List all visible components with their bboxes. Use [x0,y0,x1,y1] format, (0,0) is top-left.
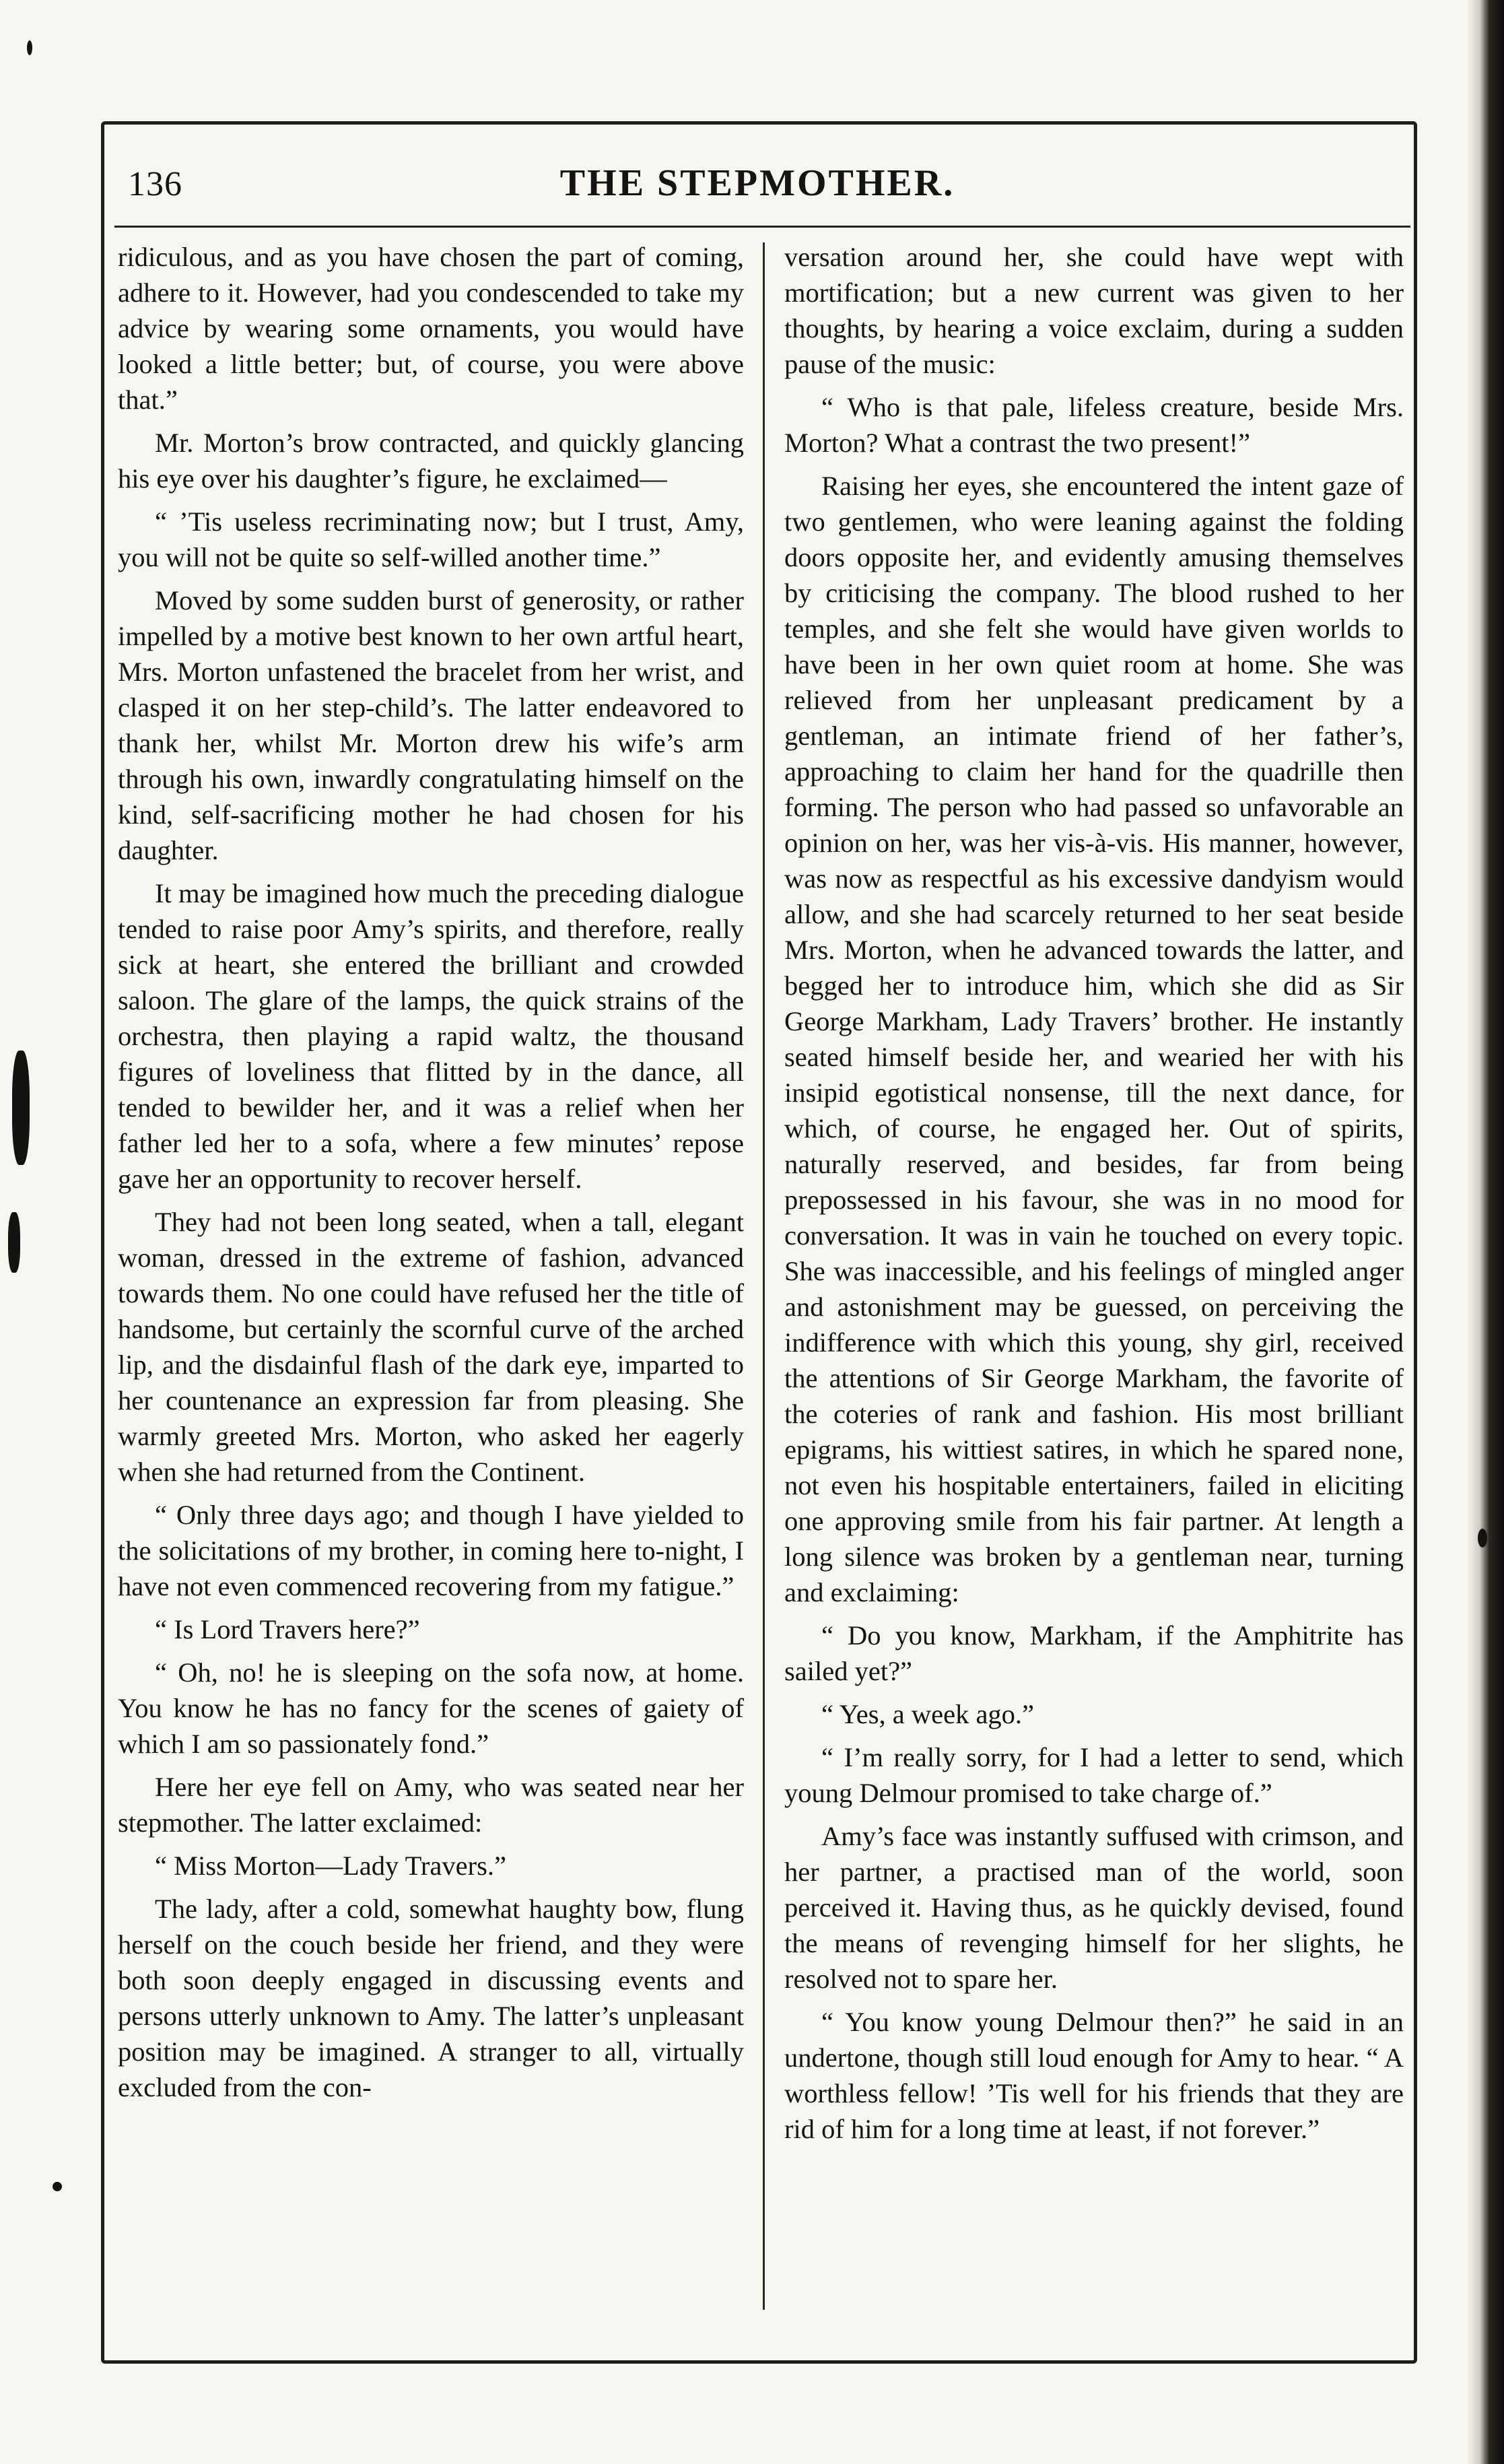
paragraph: Mr. Morton’s brow contracted, and quickly glancing his eye over his daughter’s figure, he exclaimed— [118,428,744,494]
paragraph: “ ’Tis useless recriminating now; but I trust, Amy, you will not be quite so self-willed another time.” [118,506,744,572]
paragraph: “ Only three days ago; and though I have yielded to the solicitations of my brother, in coming here to-night, I have not even commenced recovering from my fatigue.” [118,1500,744,1601]
paragraph: Raising her eyes, she encountered the intent gaze of two gentlemen, who were leaning against the folding doors opposite her, and evidently amusing themselves by criticising the company. The blood rushed to her temples, and she felt she would have given worlds to have been in her own quiet room at home. She was relieved from her unpleasant predicament by a gentleman, an intimate friend of her father’s, approaching to claim her hand for the quadrille then forming. The person who had passed so unfavorable an opinion on her, was her vis-à-vis. His manner, however, was now as respectful as his excessive dandyism would allow, and she had scarcely returned to her seat beside Mrs. Morton, when he advanced towards the latter, and begged her to introduce him, which she did as Sir George Markham, Lady Travers’ brother. He instantly seated himself beside her, and wearied her with his insipid egotistical nonsense, till the next dance, for which, of course, he engaged her. Out of spirits, naturally reserved, and besides, far from being prepossessed in his favour, she was in no mood for conversation. It was in vain he touched on every topic. She was inaccessible, and his feelings of mingled anger and astonishment may be guessed, on perceiving the indifference with which this young, shy girl, received the attentions of Sir George Markham, the favorite of the coteries of rank and fashion. His most brilliant epigrams, his wittiest satires, in which he spared none, not even his hospitable entertainers, failed in eliciting one approving smile from his fair partner. At length a long silence was broken by a gentleman near, turning and exclaiming: [784,471,1404,1607]
page-number: 136 [128,165,182,203]
header-rule [114,226,1410,228]
paragraph: The lady, after a cold, somewhat haughty bow, flung herself on the couch beside her friend, and they were both soon deeply engaged in discussing events and persons utterly unknown to Amy. The latter’s unpleasant position may be imagined. A stranger to all, virtually excluded from the con- [118,1894,744,2102]
paragraph: “ I’m really sorry, for I had a letter to send, which young Delmour promised to take charge of.” [784,1742,1404,1808]
paragraph: ridiculous, and as you have chosen the part of coming, adhere to it. However, had you condescended to take my advice by wearing some ornaments, you would have looked a little better; but, of course, you were above that.” [118,242,744,415]
paragraph: versation around her, she could have wept with mortification; but a new current was given to her thoughts, by hearing a voice exclaim, during a sudden pause of the music: [784,242,1404,379]
paragraph: Moved by some sudden burst of generosity, or rather impelled by a motive best known to her own artful heart, Mrs. Morton unfastened the bracelet from her wrist, and clasped it on her step-child’s. The latter endeavored to thank her, whilst Mr. Morton drew his wife’s arm through his own, inwardly congratulating himself on the kind, self-sacrificing mother he had chosen for his daughter. [118,585,744,865]
ink-blot [12,1051,30,1165]
paragraph: “ Oh, no! he is sleeping on the sofa now, at home. You know he has no fancy for the scenes of gaiety of which I am so passionately fond.” [118,1657,744,1759]
left-column [118,239,744,2323]
paragraph: “ Miss Morton—Lady Travers.” [155,1851,506,1881]
running-title: THE STEPMOTHER. [559,162,955,204]
paragraph: “ Yes, a week ago.” [821,1699,1035,1729]
ink-speck [27,40,32,55]
paragraph: Here her eye fell on Amy, who was seated near her stepmother. The latter exclaimed: [118,1772,744,1838]
paragraph: It may be imagined how much the preceding dialogue tended to raise poor Amy’s spirits, and therefore, really sick at heart, she entered the brilliant and crowded saloon. The glare of the lamps, the quick strains of the orchestra, then playing a rapid waltz, the thousand figures of loveliness that flitted by in the dance, all tended to bewilder her, and it was a relief when her father led her to a sofa, where a few minutes’ repose gave her an opportunity to recover herself. [118,878,744,1194]
paragraph: “ Is Lord Travers here?” [155,1614,420,1644]
book-spine-shadow [1467,0,1504,2464]
right-column [784,239,1404,2323]
paragraph: They had not been long seated, when a tall, elegant woman, dressed in the extreme of fashion, advanced towards them. No one could have refused her the title of handsome, but certainly the scornful curve of the arched lip, and the disdainful flash of the dark eye, imparted to her countenance an expression far from pleasing. She warmly greeted Mrs. Morton, who asked her eagerly when she had returned from the Continent. [118,1207,744,1487]
column-divider [763,242,765,2310]
paragraph: “ Who is that pale, lifeless creature, beside Mrs. Morton? What a contrast the two present!” [784,392,1404,458]
paragraph: Amy’s face was instantly suffused with crimson, and her partner, a practised man of the world, soon perceived it. Having thus, as he quickly devised, found the means of revenging himself for her slights, he resolved not to spare her. [784,1821,1404,1994]
ink-speck [1478,1529,1487,1547]
ink-speck [53,2182,62,2191]
ink-blot [8,1212,20,1273]
page-header [128,149,1387,224]
paragraph: “ Do you know, Markham, if the Amphitrite has sailed yet?” [784,1620,1404,1686]
paragraph: “ You know young Delmour then?” he said in an undertone, though still loud enough for Amy to hear. “ A worthless fellow! ’Tis well for his friends that they are rid of him for a long time at least, if not forever.” [784,2007,1404,2144]
